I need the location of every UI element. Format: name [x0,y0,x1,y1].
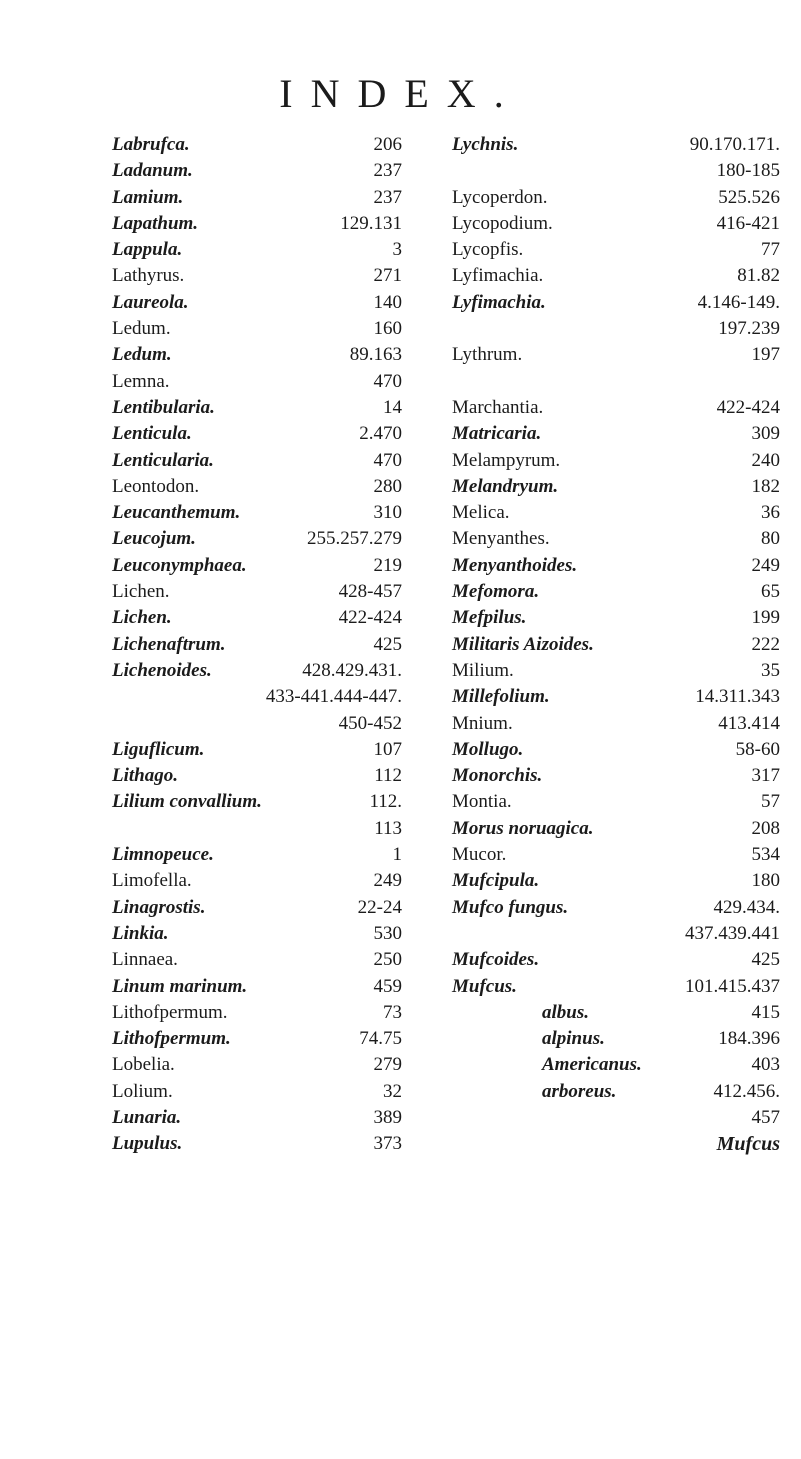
entry-pages: 112. [369,791,402,813]
index-entry [452,448,780,474]
entry-pages: 249 [373,870,402,892]
index-entry [452,895,780,921]
index-entry [112,895,402,921]
entry-term: Monorchis. [452,765,543,787]
entry-term: Lycopodium. [452,212,553,234]
entry-pages: 73 [383,1001,402,1023]
entry-term: Liguflicum. [112,738,205,760]
entry-pages: 77 [761,239,780,261]
index-entry [452,974,780,1000]
entry-pages: 416-421 [716,212,780,234]
index-entry [452,132,780,158]
entry-term: Mufcoides. [452,949,540,971]
index-entry [452,605,780,631]
entry-pages: 534 [751,844,780,866]
entry-term: Matricaria. [452,423,542,445]
entry-term: Morus noruagica. [452,817,594,839]
entry-pages: 389 [373,1106,402,1128]
entry-pages: 219 [373,554,402,576]
entry-pages: 470 [373,370,402,392]
subentry-pages: 184.396 [718,1028,780,1050]
index-entry [112,868,402,894]
entry-pages: 182 [751,475,780,497]
entry-pages: 422-424 [716,396,780,418]
entry-term: Mufco fungus. [452,896,569,918]
entry-pages: 74.75 [359,1028,402,1050]
index-entry [112,1026,402,1052]
subentry-continuation: 457 [751,1106,780,1128]
index-entry [452,816,780,842]
index-entry [112,342,402,368]
entry-term: Marchantia. [452,396,544,418]
index-entry [452,237,780,263]
entry-term: Lichenaftrum. [112,633,226,655]
entry-pages: 22-24 [357,896,402,918]
index-entry [112,842,402,868]
entry-pages: 89.163 [349,344,402,366]
entry-pages: 425 [373,633,402,655]
entry-term: Lenticula. [112,423,192,445]
entry-pages: 459 [373,975,402,997]
index-entry [452,737,780,763]
entry-term: Melica. [452,502,510,524]
index-entry [452,185,780,211]
index-entry [452,868,780,894]
subentry-term: arboreus. [542,1080,617,1102]
index-subentry [452,1079,780,1105]
index-entry [112,290,402,316]
subentry-pages: 412.456. [713,1080,780,1102]
index-entry [112,579,402,605]
entry-term: Labrufca. [112,134,190,155]
catchword: Mufcus [716,1133,780,1156]
entry-term: Lychnis. [452,134,519,155]
index-entry [112,737,402,763]
entry-pages: 206 [373,134,402,155]
index-entry [452,789,780,815]
entry-pages: 525.526 [718,186,780,208]
entry-pages: 208 [751,817,780,839]
index-entry [112,1131,402,1157]
entry-pages: 160 [373,318,402,340]
entry-term: Lupulus. [112,1133,183,1155]
entry-term: Linagrostis. [112,896,206,918]
entry-term: Laureola. [112,291,189,313]
subentry-term: alpinus. [542,1028,605,1050]
entry-term: Montia. [452,791,512,813]
subentry-term: albus. [542,1001,589,1023]
index-entry [452,763,780,789]
entry-pages: 237 [373,160,402,182]
entry-term: Ledum. [112,318,171,340]
entry-term: Leucanthemum. [112,502,241,524]
index-entry [112,1105,402,1131]
entry-pages: 180 [751,870,780,892]
entry-term: Lilium convallium. [112,791,262,813]
index-entry [112,500,402,526]
entry-pages: 280 [373,475,402,497]
index-entry [112,132,402,158]
entry-continuation: 180-185 [716,160,780,182]
index-subentry [452,1000,780,1026]
entry-term: Lycoperdon. [452,186,548,208]
index-entry [452,342,780,368]
left-column [112,132,402,1158]
index-entry [112,185,402,211]
entry-pages: 140 [373,291,402,313]
subentry-pages: 415 [751,1001,780,1023]
entry-pages: 32 [383,1080,402,1102]
index-entry [112,369,402,395]
entry-pages: 65 [761,581,780,603]
entry-term: Leontodon. [112,475,200,497]
entry-pages: 14.311.343 [695,686,780,708]
index-entry [452,947,780,973]
index-entry [112,553,402,579]
entry-pages: 271 [373,265,402,287]
index-entry [112,395,402,421]
index-entry [452,842,780,868]
index-entry [112,947,402,973]
index-entry [112,763,402,789]
index-entry [452,500,780,526]
entry-pages: 222 [751,633,780,655]
entry-pages: 240 [751,449,780,471]
entry-pages: 107 [373,738,402,760]
entry-pages: 2.470 [359,423,402,445]
entry-pages: 1 [392,844,402,866]
index-entry [452,421,780,447]
entry-term: Lichen. [112,581,170,603]
index-entry [452,474,780,500]
entry-pages: 4.146-149. [697,291,780,313]
index-entry [112,921,402,947]
entry-term: Lyfimachia. [452,265,544,287]
index-entry [452,632,780,658]
index-entry [452,579,780,605]
index-entry [112,526,402,552]
index-entry [112,789,402,815]
entry-pages: 373 [373,1133,402,1155]
entry-pages: 530 [373,922,402,944]
entry-term: Mufcipula. [452,870,540,892]
entry-term: Lichenoides. [112,659,212,681]
index-entry [112,474,402,500]
index-entry [112,974,402,1000]
entry-term: Linkia. [112,922,169,944]
entry-continuation: 113 [374,817,402,839]
entry-pages: 413.414 [718,712,780,734]
index-entry [112,158,402,184]
entry-term: Mnium. [452,712,513,734]
index-entry [452,211,780,237]
entry-pages: 57 [761,791,780,813]
entry-term: Leucojum. [112,528,196,550]
entry-term: Militaris Aizoides. [452,633,594,655]
index-entry [112,605,402,631]
entry-pages: 309 [751,423,780,445]
entry-continuation: 197.239 [718,318,780,340]
entry-continuation: 450-452 [338,712,402,734]
entry-term: Mufcus. [452,975,517,997]
entry-term: Linum marinum. [112,975,248,997]
entry-term: Lemna. [112,370,170,392]
index-entry [112,263,402,289]
entry-term: Ladanum. [112,160,193,182]
entry-term: Lappula. [112,239,183,261]
entry-term: Lichen. [112,607,172,629]
entry-pages: 35 [761,659,780,681]
entry-pages: 199 [751,607,780,629]
entry-pages: 279 [373,1054,402,1076]
index-entry [452,711,780,737]
entry-term: Menyanthes. [452,528,550,550]
index-entry [452,658,780,684]
subentry-term: Americanus. [542,1054,642,1076]
entry-term: Lunaria. [112,1106,182,1128]
index-entry [112,211,402,237]
index-entry [112,237,402,263]
entry-pages: 197 [751,344,780,366]
entry-term: Lythrum. [452,344,523,366]
index-entry [112,316,402,342]
entry-term: Mefpilus. [452,607,527,629]
entry-pages: 36 [761,502,780,524]
entry-term: Lolium. [112,1080,173,1102]
entry-pages: 249 [751,554,780,576]
entry-continuation: 433-441.444-447. [265,686,402,708]
entry-pages: 3 [392,239,402,261]
index-entry [452,395,780,421]
entry-term: Lapathum. [112,212,199,234]
entry-pages: 112 [374,765,402,787]
entry-pages: 81.82 [737,265,780,287]
entry-term: Lithago. [112,765,178,787]
entry-pages: 101.415.437 [685,975,780,997]
entry-term: Menyanthoides. [452,554,578,576]
index-subentry [452,1026,780,1052]
entry-pages: 425 [751,949,780,971]
entry-term: Lenticularia. [112,449,214,471]
entry-term: Lithofpermum. [112,1028,231,1050]
entry-pages: 428.429.431. [302,659,402,681]
index-entry [112,1000,402,1026]
index-entry [452,553,780,579]
entry-term: Lycopfis. [452,239,524,261]
entry-term: Mucor. [452,844,507,866]
index-entry [112,421,402,447]
entry-term: Millefolium. [452,686,550,708]
entry-term: Linnaea. [112,949,178,971]
index-entry [112,1079,402,1105]
entry-term: Lyfimachia. [452,291,546,313]
entry-term: Mefomora. [452,581,540,603]
entry-pages: 129.131 [340,212,402,234]
section-gap [452,369,780,395]
entry-term: Ledum. [112,344,172,366]
right-column [452,132,780,1157]
entry-continuation: 437.439.441 [685,922,780,944]
entry-pages: 250 [373,949,402,971]
index-entry [112,448,402,474]
entry-pages: 237 [373,186,402,208]
index-entry [112,658,402,684]
entry-term: Melampyrum. [452,449,561,471]
entry-term: Lobelia. [112,1054,175,1076]
index-subentry [452,1052,780,1078]
entry-pages: 470 [373,449,402,471]
entry-pages: 14 [383,396,402,418]
entry-term: Lentibularia. [112,396,215,418]
index-entry [452,290,780,316]
entry-term: Milium. [452,659,514,681]
entry-term: Mollugo. [452,738,524,760]
entry-term: Lamium. [112,186,184,208]
entry-pages: 429.434. [713,896,780,918]
entry-term: Leuconymphaea. [112,554,247,576]
index-entry [452,684,780,710]
index-entry [452,526,780,552]
entry-term: Limnopeuce. [112,844,214,866]
entry-pages: 422-424 [338,607,402,629]
index-entry [452,263,780,289]
entry-pages: 317 [751,765,780,787]
entry-pages: 255.257.279 [307,528,402,550]
entry-term: Lithofpermum. [112,1001,228,1023]
page-header: INDEX. [279,71,522,116]
subentry-pages: 403 [751,1054,780,1076]
index-entry [112,632,402,658]
entry-pages: 310 [373,502,402,524]
entry-term: Limofella. [112,870,192,892]
entry-term: Lathyrus. [112,265,185,287]
entry-term: Melandryum. [452,475,559,497]
entry-pages: 428-457 [338,581,402,603]
entry-pages: 58-60 [735,738,780,760]
entry-pages: 80 [761,528,780,550]
entry-pages: 90.170.171. [689,134,780,155]
index-entry [112,1052,402,1078]
